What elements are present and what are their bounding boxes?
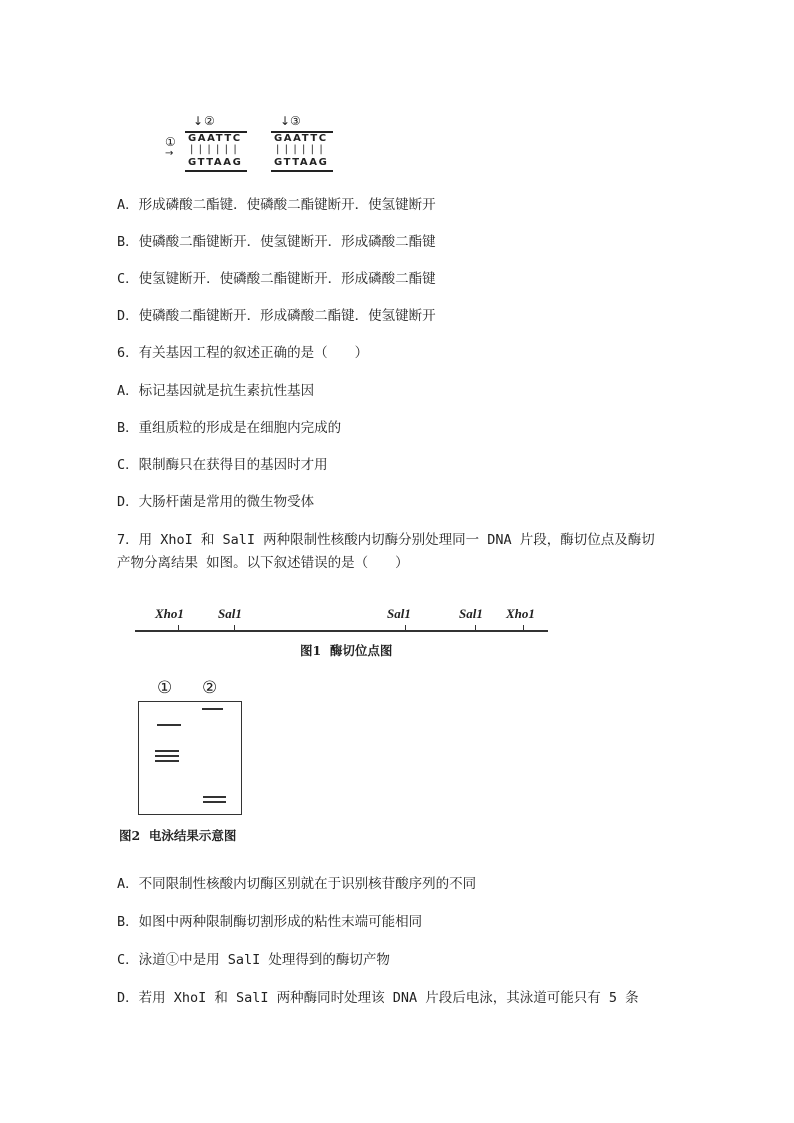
lane-2-label: ② [202, 678, 218, 698]
dna-fragment-line [135, 630, 548, 632]
bottom-strand: GTTAAG [274, 157, 329, 168]
arrow-right-icon: → [165, 148, 174, 159]
gel-band [203, 796, 226, 798]
marker-1: ① [165, 135, 176, 149]
marker-3: ③ [290, 114, 301, 128]
q6-option-d: D．大肠杆菌是常用的微生物受体 [117, 494, 315, 510]
top-strand: GAATTC [188, 133, 242, 144]
q5-option-a: A．形成磷酸二酯键．使磷酸二酯键断开．使氢键断开 [117, 197, 436, 213]
gel-band [157, 724, 181, 726]
q7-option-a: A．不同限制性核酸内切酶区别就在于识别核苷酸序列的不同 [117, 876, 477, 892]
q5-option-b: B．使磷酸二酯键断开．使氢键断开．形成磷酸二酯键 [117, 234, 436, 250]
fig1-caption: 图1 酶切位点图 [300, 643, 393, 658]
strand-bottom-line [271, 170, 333, 172]
site-label-xho1: Xho1 [155, 606, 184, 621]
gel-band [203, 801, 226, 803]
site-label-xho1: Xho1 [506, 606, 535, 621]
hydrogen-bonds: |||||| [190, 144, 243, 155]
q7-option-d: D．若用 XhoI 和 SalI 两种酶同时处理该 DNA 片段后电泳，其泳道可能只有 5 条 [117, 990, 639, 1006]
bottom-strand: GTTAAG [188, 157, 243, 168]
cut-arrow-icon: ↓ [280, 114, 291, 128]
q7-stem-line1: 7．用 XhoI 和 SalI 两种限制性核酸内切酶分别处理同一 DNA 片段，酶切位点及酶切 [117, 532, 655, 548]
gel-band [202, 708, 223, 710]
strand-bottom-line [185, 170, 247, 172]
fig2-caption: 图2 电泳结果示意图 [119, 828, 237, 843]
gel-band [155, 760, 179, 762]
gel-band [155, 755, 179, 757]
q6-option-c: C．限制酶只在获得目的基因时才用 [117, 457, 328, 473]
q5-option-c: C．使氢键断开．使磷酸二酯键断开．形成磷酸二酯键 [117, 271, 436, 287]
site-label-sal1: Sal1 [387, 606, 411, 621]
q6-stem: 6．有关基因工程的叙述正确的是（ ） [117, 345, 369, 361]
hydrogen-bonds: |||||| [276, 144, 329, 155]
q7-stem-line2: 产物分离结果 如图。以下叙述错误的是（ ） [117, 555, 409, 571]
gel-band [155, 750, 179, 752]
q6-option-a: A．标记基因就是抗生素抗性基因 [117, 383, 315, 399]
q5-option-d: D．使磷酸二酯键断开．形成磷酸二酯键．使氢键断开 [117, 308, 436, 324]
dna-sequence-figure [160, 112, 350, 174]
q6-option-b: B．重组质粒的形成是在细胞内完成的 [117, 420, 342, 436]
marker-2: ② [204, 114, 215, 128]
site-label-sal1: Sal1 [218, 606, 242, 621]
q7-option-c: C．泳道①中是用 SalI 处理得到的酶切产物 [117, 952, 390, 968]
gel-box [138, 701, 242, 815]
q7-option-b: B．如图中两种限制酶切割形成的粘性末端可能相同 [117, 914, 423, 930]
lane-1-label: ① [157, 678, 173, 698]
top-strand: GAATTC [274, 133, 328, 144]
cut-arrow-icon: ↓ [193, 114, 204, 128]
site-label-sal1: Sal1 [459, 606, 483, 621]
